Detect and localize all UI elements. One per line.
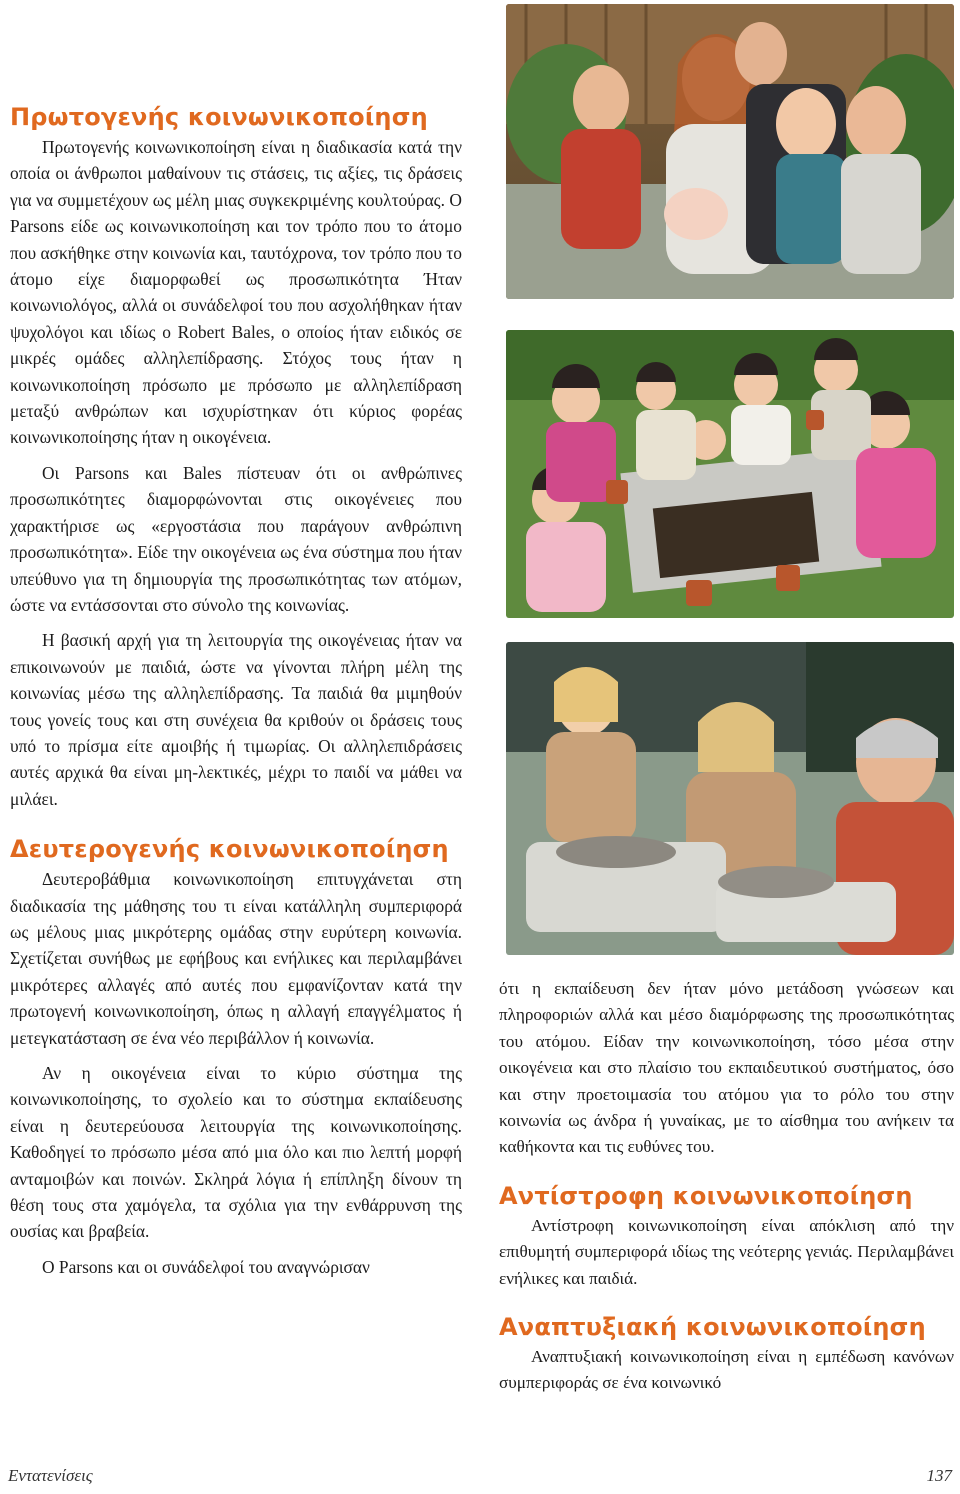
section-heading-primary: Πρωτογενής κοινωνικοποίηση: [10, 103, 428, 131]
section-heading-reverse: Αντίστροφη κοινωνικοποίηση: [499, 1181, 913, 1210]
family-photo: [506, 4, 954, 299]
paragraph: Οι Parsons και Bales πίστευαν ότι οι ανθρώπινες προσωπικότητες διαμορφώνονται στις οικογένειες που χαρακτήρισε ως «εργοστάσια που παράγουν ανθρώπινη προσωπικότητα». Είδε την οικογένεια ως ένα σύστημα που ήταν υπεύθυνο για τη δημιουργία της προσωπικότητας των ατόμων, ώστε να εντάσσονται στο σύνολο της κοινωνίας.: [10, 462, 462, 615]
paragraph: Δευτεροβάθμια κοινωνικοποίηση επιτυγχάνεται στη διαδικασία της μάθησης του τι είναι κατάλληλη συμπεριφορά ως μέλους μιας μικρότερης ομάδας στην ευρύτερη κοινωνία. Σχετίζεται συνήθως με εφήβους και ενήλικες και περιλαμβάνει μικρότερες αλλαγές από αυτές που εμφανίζονταν κατά την πρωτογενή κοινωνικοποίηση, όπως η αλλαγή επαγγέλματος ή μετεγκατάσταση σε ένα νέο περιβάλλον ή κοινωνία.: [10, 869, 462, 1048]
left-column: [10, 100, 462, 1289]
right-column: [499, 976, 954, 1406]
paragraph: Αν η οικογένεια είναι το κύριο σύστημα της κοινωνικοποίησης, το σχολείο και το σύστημα εκπαίδευσης είναι η δευτερεύουσα λειτουργία της κοινωνικοποίησης. Καθοδηγεί το πρόσωπο μέσα από μια όλο και πιο λεπτή μορφή ανταμοιβών και ποινών. Σκληρά λόγια ή επίπληξη δίνουν τη θέση τους στα χαμόγελα, τα σχόλια για την ενθάρρυνση της ουσίας και βραβεία.: [10, 1063, 462, 1242]
paragraph: Πρωτογενής κοινωνικοποίηση είναι η διαδικασία κατά την οποία οι άνθρωποι μαθαίνουν τις στάσεις, τις αξίες, τις δράσεις για να συμμετέχουν ως μέλη μιας συγκεκριμένης κουλτούρας. Ο Parsons είδε ως κοινωνικοποίηση και τον τρόπο που το άτομο που ασκήθηκε στην κοινωνία και, ταυτόχρονα, τον τρόπο που το άτομο είχε διαμορφωθεί ως προσωπικότητα Ήταν κοινωνιολόγος, αλλά οι συνάδελφοί του που ασχολήθηκαν ήταν ψυχολόγοι και ιδίως ο Robert Bales, ο οποίος ήταν ειδικός σε μικρές ομάδες αλληλεπίδρασης. Στόχος τους ήταν η κοινωνικοποίηση πρόσωπο με πρόσωπο με αλληλεπίδραση μεταξύ ανθρώπων και ισχυρίστηκαν ότι κύριος φορέας κοινωνικοποίησης ήταν η οικογένεια.: [10, 137, 462, 448]
section-heading-developmental: Αναπτυξιακή κοινωνικοποίηση: [499, 1313, 926, 1342]
page-number: 137: [926, 1466, 952, 1485]
paragraph: Η βασική αρχή για τη λειτουργία της οικογένειας ήταν να επικοινωνούν με παιδιά, ώστε να γίνονται πλήρη μέλη της κοινωνίας μέσω της αλληλεπίδρασης. Τα παιδιά θα μιμηθούν τους γονείς τους και στη συνέχεια θα κριθούν οι δράσεις τους υπό το πρίσμα είτε αμοιβής ή τιμωρίας. Οι αλληλεπιδράσεις αυτές αρχικά θα είναι μη-λεκτικές, μέχρι το παιδί να μάθει να μιλάει.: [10, 630, 462, 809]
paragraph: ότι η εκπαίδευση δεν ήταν μόνο μετάδοση γνώσεων και πληροφοριών αλλά και μέσο διαμόρφωσης της προσωπικότητας του ατόμου. Είδαν την κοινωνικοποίηση, τόσο μέσα στην οικογένεια και στο πλαίσιο του εκπαιδευτικού συστήματος, όσο και στην προετοιμασία του ατόμου για το ρόλο του στην κοινωνία ως άνδρα ή γυναίκας, με το αίσθημα του ανήκειν τα καθήκοντα και τις ευθύνες του.: [499, 979, 954, 1157]
pottery-wheel-photo: [506, 642, 954, 955]
paragraph: Αναπτυξιακή κοινωνικοποίηση είναι η εμπέδωση κανόνων συμπεριφοράς σε ένα κοινωνικό: [499, 1347, 954, 1393]
section-heading-secondary: Δευτερογενής κοινωνικοποίηση: [10, 835, 449, 864]
paragraph: Ο Parsons και οι συνάδελφοί του αναγνώρισαν: [42, 1256, 370, 1277]
children-gardening-photo: [506, 330, 954, 618]
footer-publication-name: Εντατενίσεις: [8, 1466, 93, 1485]
paragraph: Αντίστροφη κοινωνικοποίηση είναι απόκλιση από την επιθυμητή συμπεριφορά ιδίως της νεότερης γενιάς. Περιλαμβάνει ενήλικες και παιδιά.: [499, 1215, 954, 1288]
